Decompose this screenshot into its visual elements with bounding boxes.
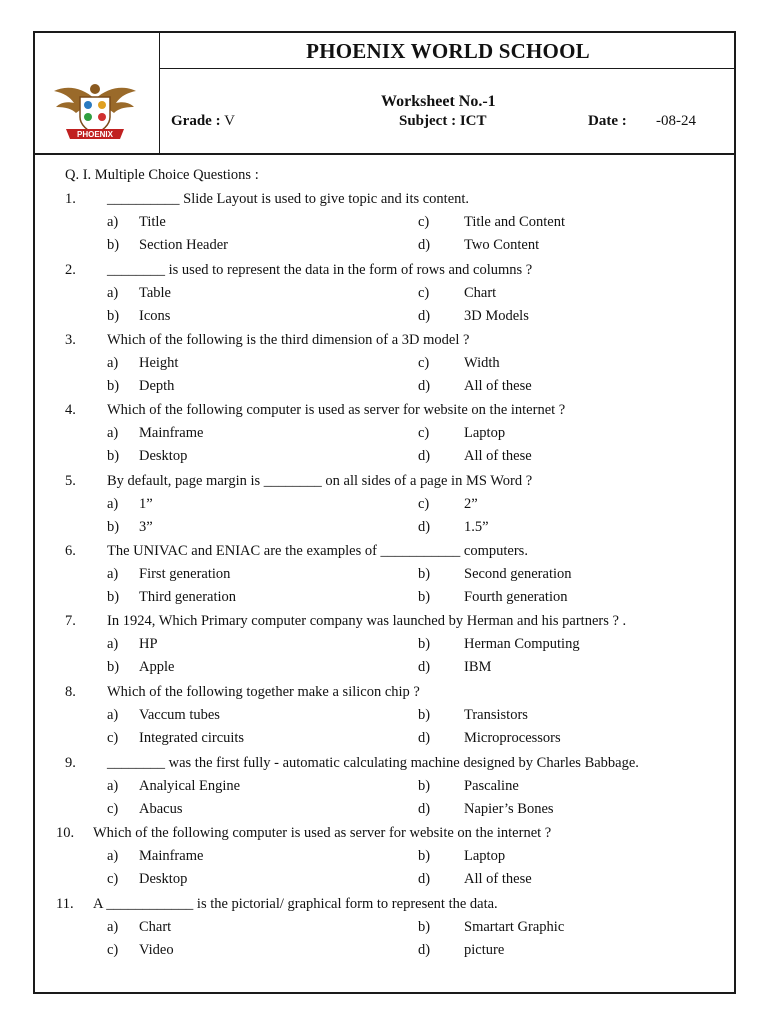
- option-text: 3D Models: [464, 308, 529, 324]
- option-letter: a): [107, 636, 119, 652]
- option-letter: a): [107, 707, 119, 723]
- option-letter: a): [107, 919, 119, 935]
- question-number: 8.: [65, 684, 76, 700]
- option-text: Two Content: [464, 237, 540, 253]
- option-letter: b): [418, 848, 431, 864]
- option-letter: b): [107, 589, 120, 605]
- option-letter: b): [107, 378, 120, 394]
- school-name: PHOENIX WORLD SCHOOL: [306, 39, 590, 63]
- option-letter: c): [107, 871, 119, 887]
- option-text: Video: [139, 942, 174, 958]
- option-text: Abacus: [139, 801, 183, 817]
- option-text: Second generation: [464, 566, 572, 582]
- option-text: Mainframe: [139, 848, 204, 864]
- question-number: 4.: [65, 402, 76, 418]
- option-letter: b): [418, 778, 431, 794]
- option-letter: d): [418, 237, 431, 253]
- date-value: -08-24: [656, 113, 696, 129]
- option-letter: c): [107, 801, 119, 817]
- option-text: Integrated circuits: [139, 730, 245, 746]
- option-letter: a): [107, 355, 119, 371]
- option-text: Analyical Engine: [139, 778, 241, 794]
- option-text: 2”: [464, 496, 478, 512]
- option-letter: b): [418, 589, 431, 605]
- option-text: Width: [464, 355, 500, 371]
- option-text: Microprocessors: [464, 730, 561, 746]
- question-number: 6.: [65, 543, 76, 559]
- option-text: Herman Computing: [464, 636, 580, 652]
- option-text: All of these: [464, 448, 532, 464]
- option-text: Chart: [464, 285, 497, 301]
- option-text: Apple: [139, 659, 175, 675]
- date-label: Date :: [588, 113, 627, 129]
- option-letter: c): [418, 355, 430, 371]
- option-letter: b): [107, 659, 120, 675]
- option-text: First generation: [139, 566, 231, 582]
- question-number: 3.: [65, 332, 76, 348]
- option-text: Vaccum tubes: [139, 707, 220, 723]
- option-letter: a): [107, 496, 119, 512]
- option-text: 1.5”: [464, 519, 489, 535]
- option-text: Third generation: [139, 589, 237, 605]
- question-number: 2.: [65, 262, 76, 278]
- question-text: __________ Slide Layout is used to give topic and its content.: [107, 191, 470, 207]
- option-letter: a): [107, 425, 119, 441]
- option-text: Desktop: [139, 871, 188, 887]
- question-number: 1.: [65, 191, 76, 207]
- option-letter: a): [107, 285, 119, 301]
- option-text: Table: [139, 285, 171, 301]
- option-text: Desktop: [139, 448, 188, 464]
- question-text: A ____________ is the pictorial/ graphical form to represent the data.: [93, 896, 498, 912]
- option-text: Napier’s Bones: [464, 801, 554, 817]
- option-letter: c): [418, 285, 430, 301]
- question-text: Which of the following computer is used as server for website on the internet ?: [107, 402, 566, 418]
- option-text: 1”: [139, 496, 153, 512]
- grade-label: Grade :: [171, 113, 221, 129]
- question-number: 7.: [65, 613, 76, 629]
- option-letter: d): [418, 730, 431, 746]
- option-letter: d): [418, 942, 431, 958]
- option-letter: d): [418, 378, 431, 394]
- option-letter: d): [418, 448, 431, 464]
- worksheet-title: Worksheet No.-1: [381, 93, 496, 110]
- option-letter: b): [418, 636, 431, 652]
- question-text: Which of the following computer is used as server for website on the internet ?: [93, 825, 552, 841]
- option-text: Height: [139, 355, 179, 371]
- option-text: picture: [464, 942, 505, 958]
- option-letter: b): [418, 566, 431, 582]
- option-text: Title and Content: [464, 214, 565, 230]
- question-text: By default, page margin is ________ on all sides of a page in MS Word ?: [107, 473, 533, 489]
- logo-text: PHOENIX: [76, 130, 114, 139]
- option-letter: c): [107, 730, 119, 746]
- option-text: Title: [139, 214, 166, 230]
- option-text: Mainframe: [139, 425, 204, 441]
- question-text: Which of the following together make a silicon chip ?: [107, 684, 420, 700]
- option-letter: c): [418, 496, 430, 512]
- option-text: HP: [139, 636, 158, 652]
- option-text: All of these: [464, 378, 532, 394]
- option-letter: b): [107, 308, 120, 324]
- option-letter: a): [107, 214, 119, 230]
- option-letter: c): [418, 425, 430, 441]
- option-letter: c): [107, 942, 119, 958]
- option-text: Fourth generation: [464, 589, 568, 605]
- question-number: 9.: [65, 755, 76, 771]
- option-letter: d): [418, 801, 431, 817]
- option-letter: a): [107, 778, 119, 794]
- option-text: Laptop: [464, 425, 506, 441]
- question-number: 5.: [65, 473, 76, 489]
- option-letter: b): [107, 237, 120, 253]
- option-letter: d): [418, 308, 431, 324]
- option-text: Depth: [139, 378, 175, 394]
- option-letter: b): [107, 448, 120, 464]
- subject-label: Subject :: [399, 113, 457, 129]
- option-letter: b): [107, 519, 120, 535]
- option-text: Transistors: [464, 707, 528, 723]
- option-letter: c): [418, 214, 430, 230]
- option-letter: a): [107, 848, 119, 864]
- question-text: ________ was the first fully - automatic calculating machine designed by Charles Babbage.: [107, 755, 639, 771]
- question-text: The UNIVAC and ENIAC are the examples of ___________ computers.: [107, 543, 528, 559]
- question-number: 11.: [56, 896, 74, 912]
- option-text: Chart: [139, 919, 172, 935]
- grade-value: V: [224, 113, 235, 129]
- option-text: 3”: [139, 519, 153, 535]
- option-text: Icons: [139, 308, 171, 324]
- question-text: In 1924, Which Primary computer company was launched by Herman and his partners ? .: [107, 613, 627, 629]
- question-number: 10.: [56, 825, 75, 841]
- option-letter: d): [418, 659, 431, 675]
- option-letter: d): [418, 871, 431, 887]
- question-text: ________ is used to represent the data in the form of rows and columns ?: [107, 262, 533, 278]
- section-title: Q. I. Multiple Choice Questions :: [65, 167, 259, 183]
- option-text: Pascaline: [464, 778, 519, 794]
- option-letter: d): [418, 519, 431, 535]
- question-text: Which of the following is the third dimension of a 3D model ?: [107, 332, 470, 348]
- option-letter: b): [418, 919, 431, 935]
- subject-value: ICT: [459, 113, 487, 129]
- option-letter: b): [418, 707, 431, 723]
- option-text: Laptop: [464, 848, 506, 864]
- option-text: Section Header: [139, 237, 228, 253]
- option-text: Smartart Graphic: [464, 919, 565, 935]
- option-text: IBM: [464, 659, 492, 675]
- option-text: All of these: [464, 871, 532, 887]
- option-letter: a): [107, 566, 119, 582]
